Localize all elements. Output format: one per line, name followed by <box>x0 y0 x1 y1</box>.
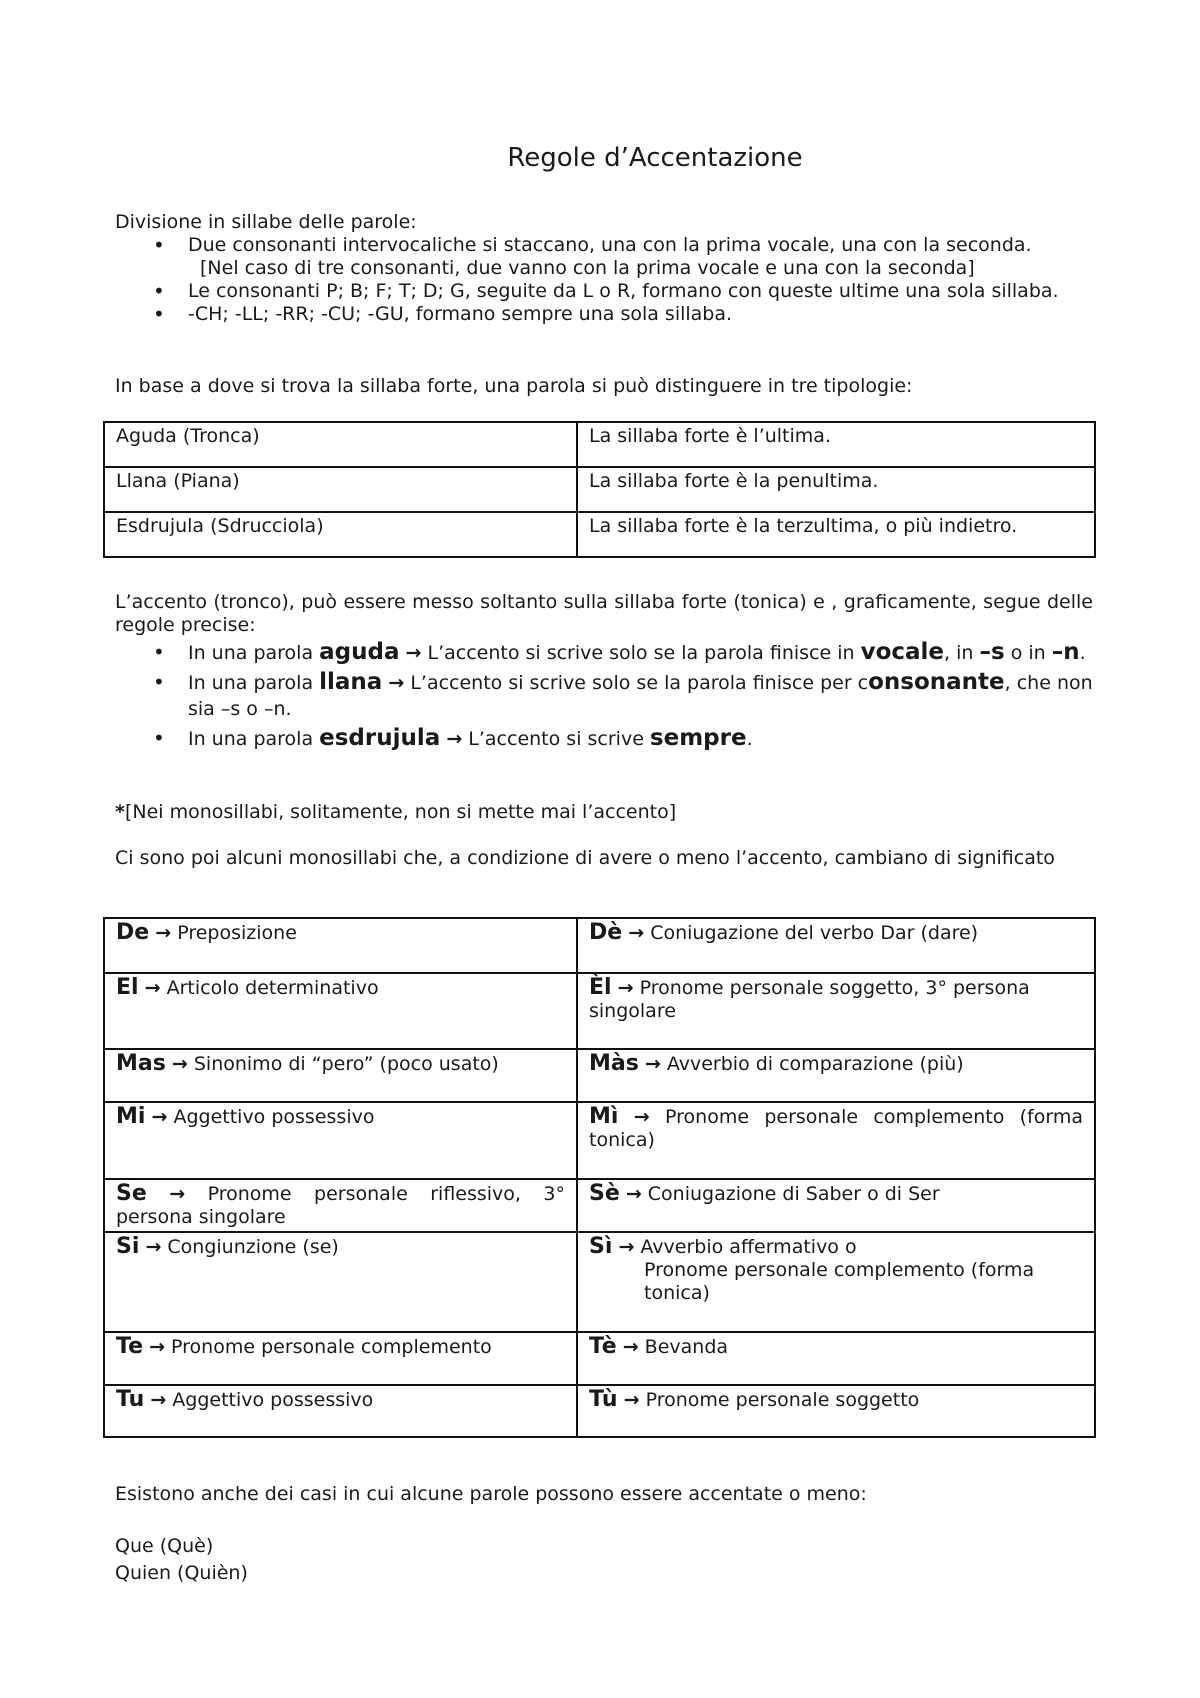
word-cell: Màs → Avverbio di comparazione (più) <box>577 1049 1095 1102</box>
word-cell: Se → Pronome personale riflessivo, 3° persona singolare <box>104 1179 577 1232</box>
keyword-consonante: onsonante <box>868 669 1005 695</box>
syllable-rule-1: • Due consonanti intervocaliche si staccano, una con la prima vocale, una con la seconda. [Nel caso di tre consonanti, due vanno con la prima vocale e una con la seconda] <box>115 234 1093 280</box>
accent-intro: L’accento (tronco), può essere messo soltanto sulla sillaba forte (tonica) e , graficamente, segue delle regole precise: <box>115 591 1093 636</box>
typology-intro: In base a dove si trova la sillaba forte, una parola si può distinguere in tre tipologie: <box>115 375 913 397</box>
syllable-note: [Nel caso di tre consonanti, due vanno con la prima vocale e una con la seconda] <box>200 257 975 279</box>
word-cell: Mi → Aggettivo possessivo <box>104 1102 577 1179</box>
table-row <box>104 422 1095 467</box>
accent-rule-llana: • In una parola llana → L’accento si scrive solo se la parola finisce per consonante, che non sia –s o –n. <box>115 669 1093 722</box>
arrow-icon: → <box>144 977 161 999</box>
table-row <box>104 1179 1095 1232</box>
word-cell: Mì → Pronome personale complemento (forma tonica) <box>577 1102 1095 1179</box>
word-cell: Si → Congiunzione (se) <box>104 1232 577 1332</box>
arrow-icon: → <box>625 1183 642 1205</box>
monosyllables-intro: Ci sono poi alcuni monosillabi che, a condizione di avere o meno l’accento, cambiano di significato <box>115 847 1055 869</box>
arrow-icon: → <box>623 1389 640 1411</box>
typology-name: Esdrujula (Sdrucciola) <box>104 512 577 557</box>
arrow-icon: → <box>628 922 645 944</box>
page-title: Regole d’Accentazione <box>507 143 803 173</box>
monosyllable-note: *[Nei monosillabi, solitamente, non si mette mai l’accento] <box>115 801 677 823</box>
table-row <box>104 467 1095 512</box>
typology-desc: La sillaba forte è l’ultima. <box>577 422 1095 467</box>
word-cell: Dè → Coniugazione del verbo Dar (dare) <box>577 918 1095 973</box>
arrow-icon: → <box>622 1336 639 1358</box>
accent-rules-list <box>115 639 1093 752</box>
word-cell: Te → Pronome personale complemento <box>104 1332 577 1385</box>
word-cell: De → Preposizione <box>104 918 577 973</box>
keyword-aguda: aguda <box>319 639 400 665</box>
word-cell: El → Articolo determinativo <box>104 973 577 1049</box>
table-row <box>104 973 1095 1049</box>
arrow-icon: → <box>150 1389 167 1411</box>
arrow-icon: → <box>149 1336 165 1358</box>
second-meaning: Pronome personale complemento (forma tonica) <box>644 1259 1035 1304</box>
accent-rule-aguda: • In una parola aguda → L’accento si scrive solo se la parola finisce in vocale, in –s o in –n. <box>115 639 1093 666</box>
keyword-n: –n <box>1051 639 1080 665</box>
arrow-icon: → <box>633 1106 650 1128</box>
table-row <box>104 1102 1095 1179</box>
note-star: * <box>115 801 125 823</box>
typology-name: Llana (Piana) <box>104 467 577 512</box>
optional-intro: Esistono anche dei casi in cui alcune parole possono essere accentate o meno: <box>115 1483 867 1505</box>
syllable-rule-3: • -CH; -LL; -RR; -CU; -GU, formano sempre una sola sillaba. <box>115 303 1093 326</box>
arrow-icon: → <box>388 672 405 694</box>
word-cell: Tù → Pronome personale soggetto <box>577 1385 1095 1437</box>
keyword-sempre: sempre <box>649 725 747 751</box>
syllable-rules-list <box>115 234 1093 326</box>
table-row <box>104 918 1095 973</box>
arrow-icon: → <box>155 922 172 944</box>
optional-examples <box>115 1533 1093 1587</box>
syllable-heading: Divisione in sillabe delle parole: <box>115 211 417 233</box>
syllable-rule-2: • Le consonanti P; B; F; T; D; G, seguite da L o R, formano con queste ultime una sola sillaba. <box>115 280 1093 303</box>
arrow-icon: → <box>618 1236 635 1258</box>
accent-section <box>115 591 1093 752</box>
accent-rule-esdrujula: • In una parola esdrujula → L’accento si scrive sempre. <box>115 725 1093 752</box>
word-cell: Sì → Avverbio affermativo o Pronome personale complemento (forma tonica) <box>577 1232 1095 1332</box>
keyword-llana: llana <box>319 669 383 695</box>
table-row <box>104 1332 1095 1385</box>
example-quien: Quien (Quièn) <box>115 1562 248 1584</box>
typology-name: Aguda (Tronca) <box>104 422 577 467</box>
word-cell: Tè → Bevanda <box>577 1332 1095 1385</box>
keyword-s: –s <box>979 639 1005 665</box>
word-cell: Mas → Sinonimo di “pero” (poco usato) <box>104 1049 577 1102</box>
arrow-icon: → <box>145 1236 162 1258</box>
table-row <box>104 512 1095 557</box>
syllable-section <box>115 211 1093 326</box>
arrow-icon: → <box>405 642 422 664</box>
typology-table <box>103 421 1096 558</box>
keyword-esdrujula: esdrujula <box>319 725 441 751</box>
arrow-icon: → <box>169 1183 186 1205</box>
word-cell: Tu → Aggettivo possessivo <box>104 1385 577 1437</box>
arrow-icon: → <box>617 977 634 999</box>
table-row <box>104 1385 1095 1437</box>
arrow-icon: → <box>171 1053 188 1075</box>
table-row <box>104 1232 1095 1332</box>
table-row <box>104 1049 1095 1102</box>
word-cell: Sè → Coniugazione di Saber o di Ser <box>577 1179 1095 1232</box>
typology-desc: La sillaba forte è la penultima. <box>577 467 1095 512</box>
word-cell: Èl → Pronome personale soggetto, 3° persona singolare <box>577 973 1095 1049</box>
example-que: Que (Què) <box>115 1535 214 1557</box>
arrow-icon: → <box>644 1053 661 1075</box>
arrow-icon: → <box>446 728 463 750</box>
typology-desc: La sillaba forte è la terzultima, o più indietro. <box>577 512 1095 557</box>
monosyllables-table <box>103 917 1096 1438</box>
keyword-vocale: vocale <box>860 639 945 665</box>
arrow-icon: → <box>151 1106 168 1128</box>
